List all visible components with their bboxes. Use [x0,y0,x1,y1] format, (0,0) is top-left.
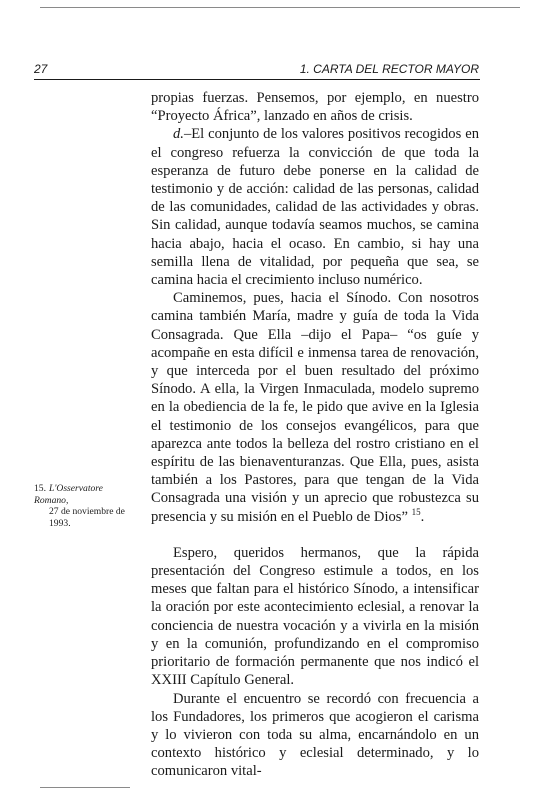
paragraph-3 [151,289,479,526]
main-text [151,89,479,781]
running-header: 1. CARTA DEL RECTOR MAYOR [299,62,479,76]
paragraph-5: Durante el encuentro se recordó con frecuencia a los Fundadores, los primeros que acogieron el carisma y lo vivieron con toda su alma, encarnándolo en un contexto histórico y eclesial determinado, y lo comunicaron vital- [151,690,479,780]
footnote-ref: 15 [411,506,421,517]
paragraph-3-text: Caminemos, pues, hacia el Sínodo. Con nosotros camina también María, madre y guía de toda la Vida Consagrada. Que Ella –dijo el Papa– “os guíe y acompañe en esta difícil e inmensa tarea de renovación, y que interceda por el buen resultado del próximo Sínodo. A ella, la Virgen Inmaculada, modelo supremo en la obediencia de la fe, le pido que avive en la Iglesia el testimonio de los consejos evangélicos, para que aparezca ante todos la belleza del rostro cristiano en el espíritu de las bienaventuranzas. Que Ella, pues, asista también a los Pastores, para que tengan de la Vida Consagrada una visión y un aprecio que robustezca su presencia y su misión en el Pueblo de Dios” [151,290,479,525]
footnote-number: 15. [34,483,46,494]
footnote-date: 27 de noviembre de 1993. [49,506,125,529]
paragraph-2 [151,125,479,289]
paragraph-2-text: –El conjunto de los valores positivos recogidos en el congreso refuerza la convicción de que toda la esperanza de futuro debe ponerse en la calidad de testimonio y de acción: calidad de las personas, calidad de las comunidades, calidad de las actividades y obras. Sin calidad, aunque todavía seamos muchos, se camina hacia abajo, hacia el ocaso. En cambio, si hay una semilla llena de vitalidad, por pequeña que sea, se camina hacia el crecimiento incluso numérico. [151,126,479,289]
bottom-rule [40,787,130,788]
footnote-source: L'Osservatore Romano, [34,483,103,506]
paragraph-3-end: . [420,508,425,525]
page-number: 27 [34,62,48,76]
footnote [34,483,138,529]
paragraph-1: propias fuerzas. Pensemos, por ejemplo, en nuestro “Proyecto África”, lanzado en años de crisis. [151,90,479,125]
paragraph-2-label: d. [173,126,184,143]
header-rule [34,79,480,80]
paragraph-4: Espero, queridos hermanos, que la rápida presentación del Congreso estimule a todos, en los meses que faltan para el histórico Sínodo, a intensificar la oración por este acontecimiento eclesial, a renovar la conciencia de nuestra vocación y a vivirla en la misión y en la comunión, profundizando en el compromiso prioritario de formación permanente que nos indicó el XXIII Capítulo General. [151,544,479,689]
top-rule [40,7,520,8]
